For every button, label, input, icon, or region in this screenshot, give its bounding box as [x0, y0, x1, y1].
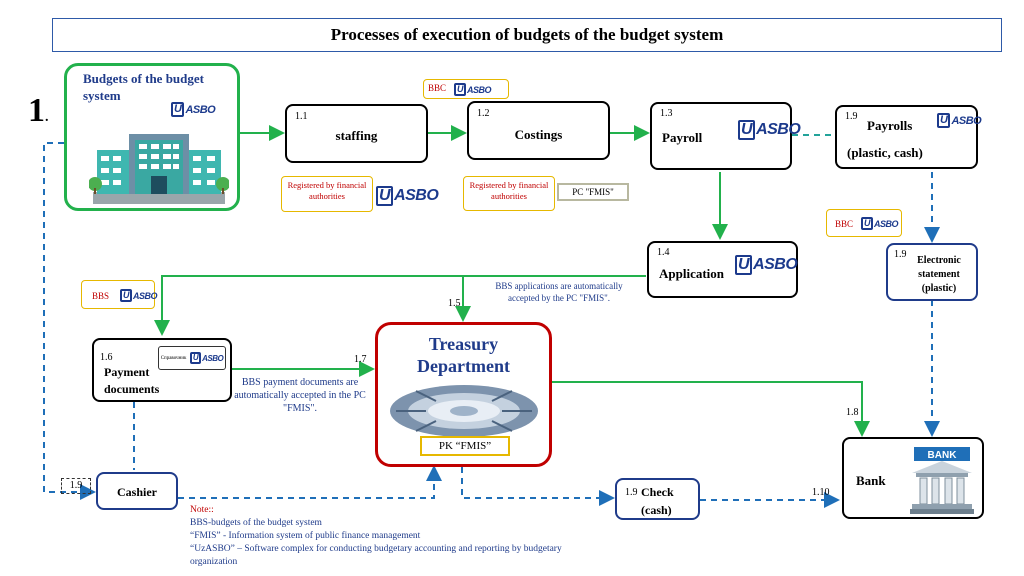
bank-node: Bank BANK — [842, 437, 984, 519]
note-line: BBS-budgets of the budget system — [190, 518, 322, 528]
edge-treasury-bank — [552, 382, 862, 435]
uzasbo-logo: U ASBO — [738, 120, 800, 140]
edge-label-1-7: 1.7 — [354, 354, 367, 365]
bbc-callout-top: BBC U ASBO — [423, 79, 509, 99]
staffing-node: 1.1 staffing — [285, 104, 428, 163]
budgets-label: Budgets of the budget system — [83, 71, 204, 103]
budgets-node — [64, 63, 240, 211]
page-title: Processes of execution of budgets of the budget system — [330, 25, 724, 44]
check-node: 1.9 Check (cash) — [615, 478, 700, 520]
payment-documents-node: 1.6 Payment documents Справочник U ASBO — [92, 338, 232, 402]
svg-text:BANK: BANK — [927, 450, 957, 461]
note-block — [190, 504, 590, 569]
bank-icon — [910, 445, 974, 515]
uzasbo-logo: U ASBO — [376, 186, 438, 206]
building-icon — [89, 126, 229, 208]
uzasbo-logo: U ASBO — [937, 113, 981, 128]
step-number: 1. — [28, 92, 49, 129]
bbs-payments-note: BBS payment documents are automatically accepted in the PC "FMIS". — [234, 377, 366, 414]
registered-callout-1: Registered by financial authorities — [281, 176, 373, 212]
costings-node: 1.2 Costings — [467, 101, 610, 160]
edge-label-1-5: 1.5 — [448, 298, 461, 309]
edge-label-1-10: 1.10 — [812, 487, 830, 498]
edge-treasury-check — [462, 467, 613, 498]
edge-label-1-8: 1.8 — [846, 407, 859, 418]
cashier-number: 1.9 — [61, 478, 91, 494]
application-node: 1.4 Application U ASBO — [647, 241, 798, 298]
electronic-statement-node: 1.9 Electronic statement (plastic) — [886, 243, 978, 301]
pc-fmis-tag: PC "FMIS" — [557, 183, 629, 201]
note-line: “UzASBO” – Software complex for conducting budgetary accounting and reporting by budgetary organization — [190, 544, 562, 567]
edge-cashier-treasury — [178, 467, 434, 498]
payrolls-node: 1.9 Payrolls (plastic, cash) U ASBO — [835, 105, 978, 169]
pk-fmis-label: PK “FMIS” — [420, 436, 510, 456]
uzasbo-logo: U ASBO — [171, 102, 215, 117]
treasury-department-node: Treasury Department PK “FMIS” — [375, 322, 552, 467]
reference-tag: Справочник U ASBO — [158, 346, 226, 370]
note-title: Note:: — [190, 505, 214, 515]
bbs-applications-note: BBS applications are automatically accepted by the PC "FMIS". — [495, 281, 623, 303]
meeting-room-image — [386, 381, 541, 439]
note-line: “FMIS” - Information system of public finance management — [190, 531, 421, 541]
registered-callout-2: Registered by financial authorities — [463, 176, 555, 211]
bbc-callout-right: BBC U ASBO — [826, 209, 902, 237]
cashier-node: Cashier — [96, 472, 178, 510]
bbs-callout-left: BBS U ASBO — [81, 280, 155, 309]
payroll-node: 1.3 Payroll U ASBO — [650, 102, 792, 170]
uzasbo-logo: U ASBO — [735, 255, 797, 275]
